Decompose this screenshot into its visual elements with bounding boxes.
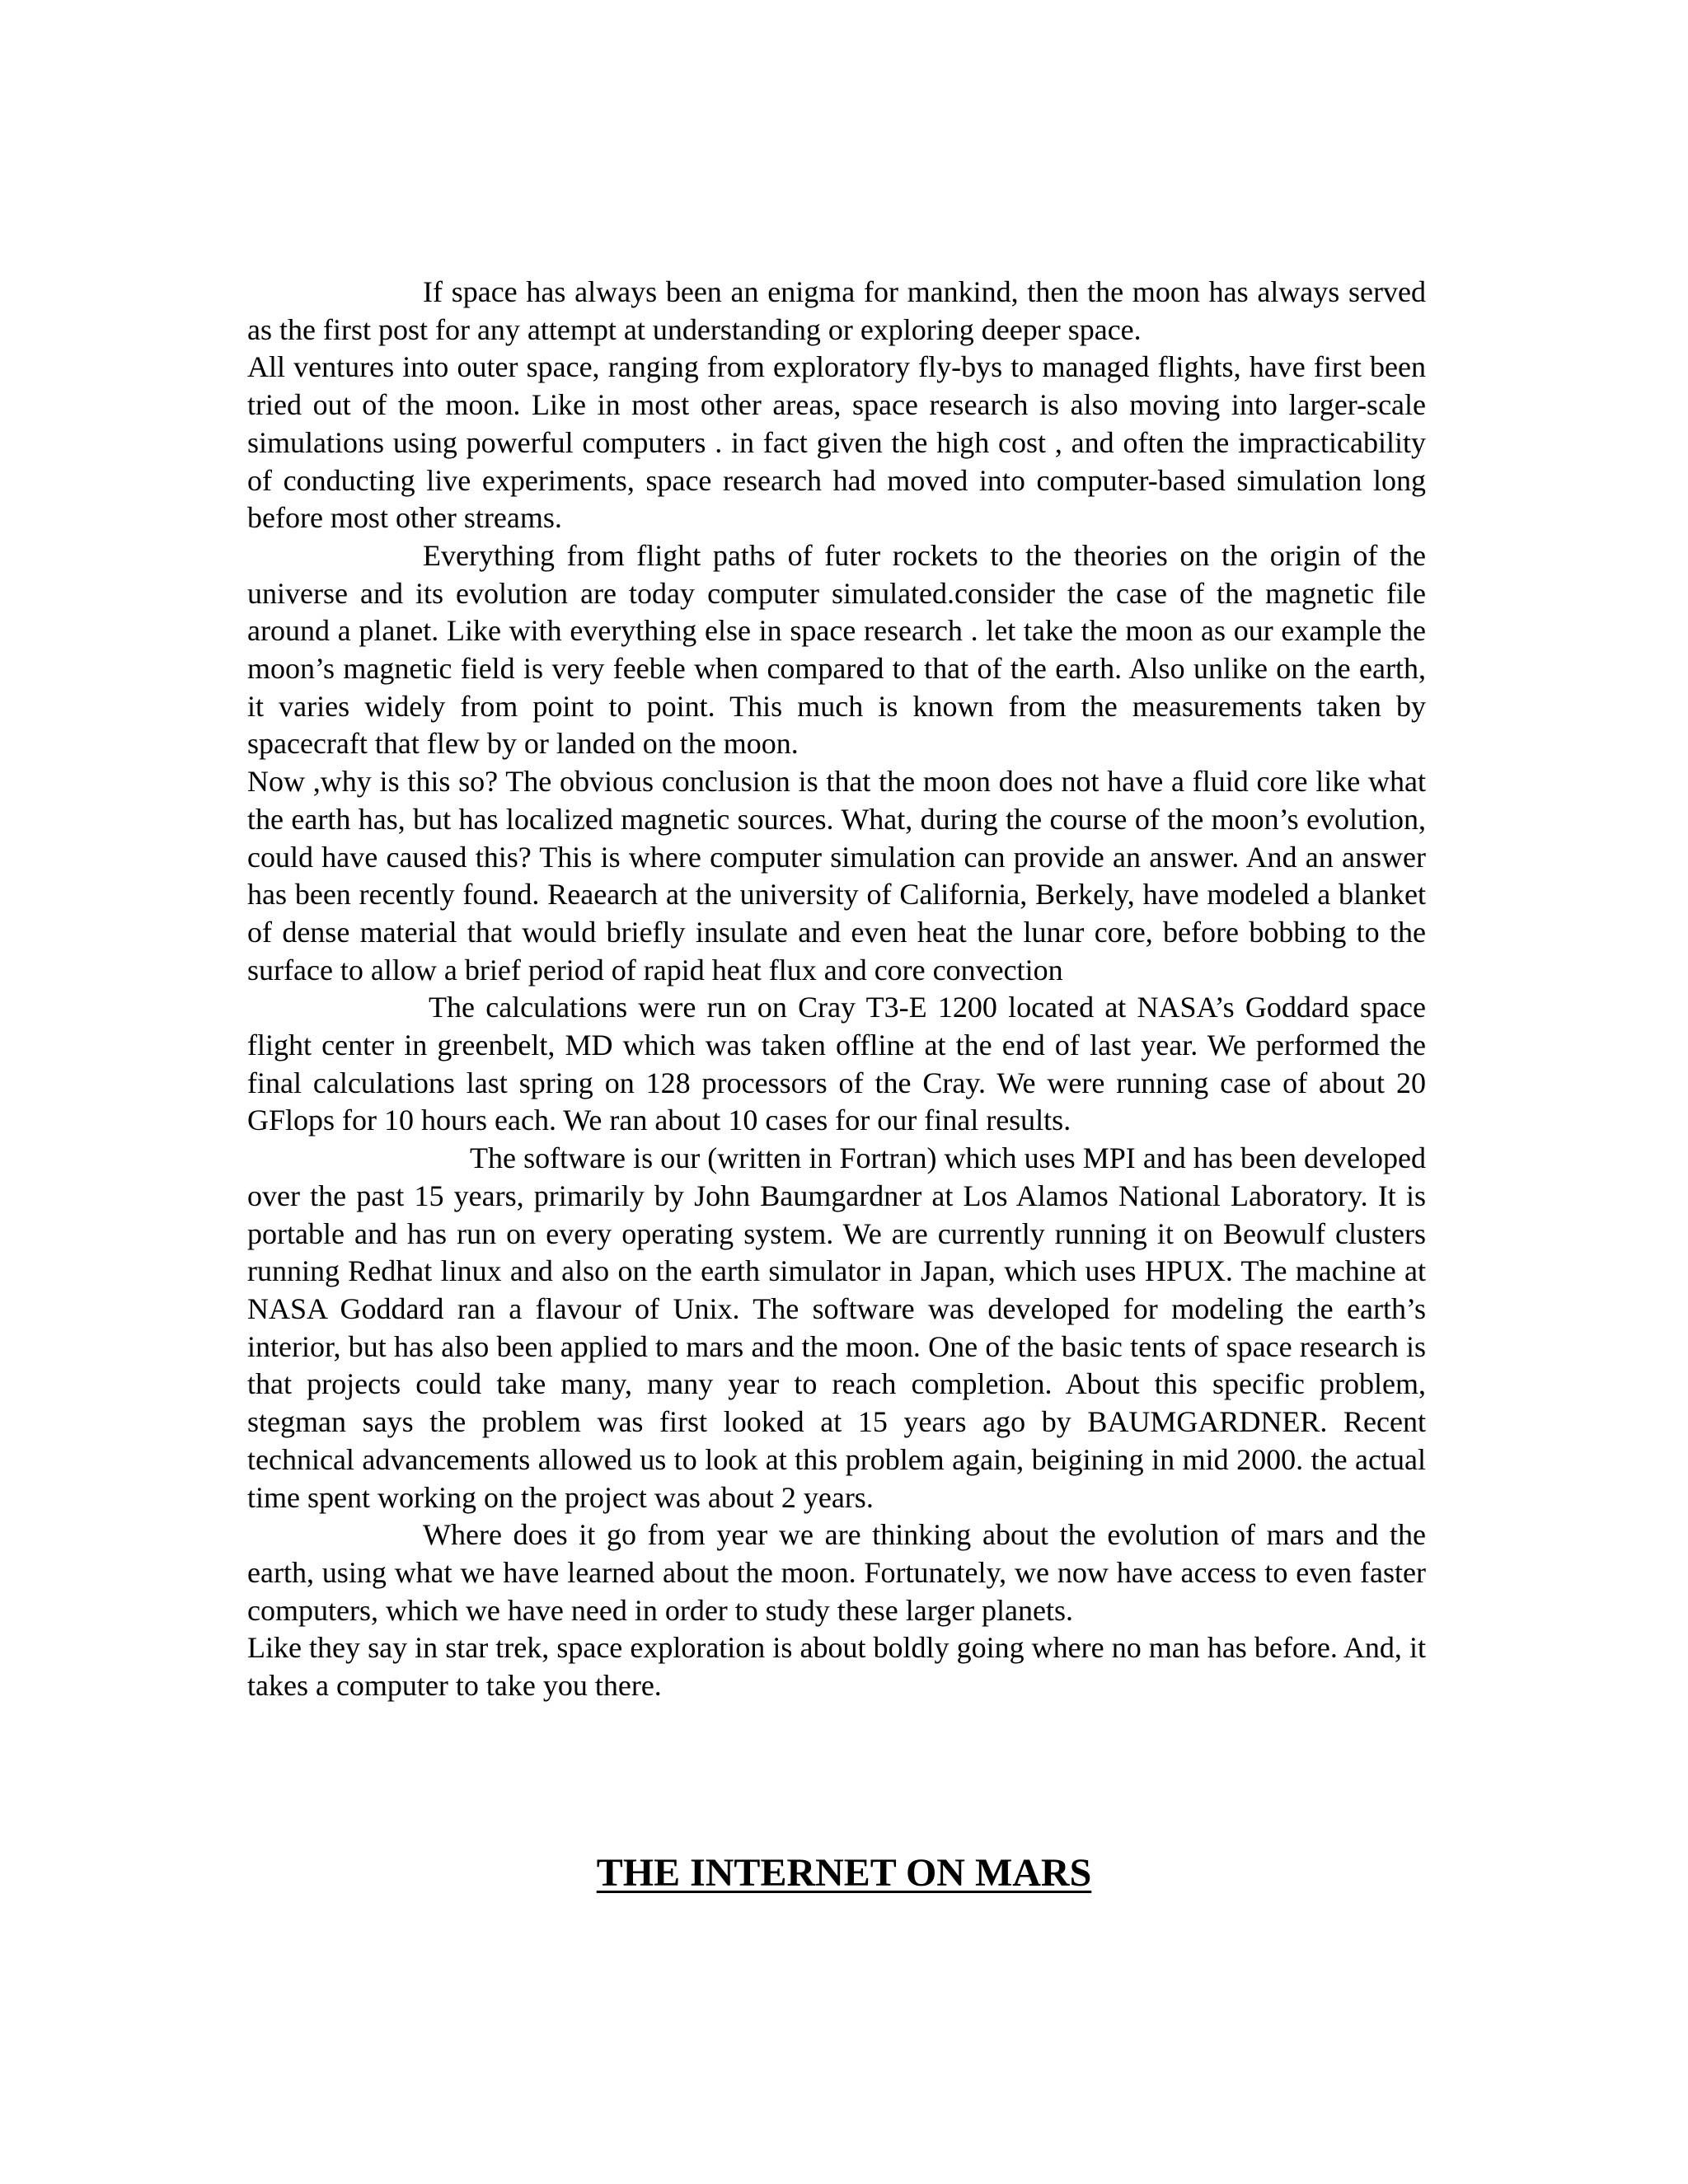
section-heading: THE INTERNET ON MARS	[596, 1851, 1092, 1895]
paragraph: Where does it go from year we are thinking about the evolution of mars and the earth, using what we have learned about the moon. Fortunately, we now have access to even faster computers, which we have need in order to study these larger planets.	[247, 1518, 1426, 1627]
paragraph: Everything from flight paths of futer rockets to the theories on the origin of the universe and its evolution are today computer simulated.consider the case of the magnetic file around a planet. Like with everything else in space research . let take the moon as our example the moon’s magnetic field is very feeble when compared to that of the earth. Also unlike on the earth, it varies widely from point to point. This much is known from the measurements taken by spacecraft that flew by or landed on the moon.	[247, 538, 1426, 761]
paragraph: The calculations were run on Cray T3-E 1200 located at NASA’s Goddard space flight center in greenbelt, MD which was taken offline at the end of last year. We performed the final calculations last spring on 128 processors of the Cray. We were running case of about 20 GFlops for 10 hours each. We ran about 10 cases for our final results.	[247, 991, 1426, 1137]
paragraph: Like they say in star trek, space exploration is about boldly going where no man has before. And, it takes a computer to take you there.	[247, 1631, 1426, 1703]
paragraph: If space has always been an enigma for mankind, then the moon has always served as the first post for any attempt at understanding or exploring deeper space.	[247, 275, 1426, 346]
paragraph: Now ,why is this so? The obvious conclusion is that the moon does not have a fluid core like what the earth has, but has localized magnetic sources. What, during the course of the moon’s evolution, could have caused this? This is where computer simulation can provide an answer. And an answer has been recently found. Reaearch at the university of California, Berkely, have modeled a blanket of dense material that would briefly insulate and even heat the lunar core, before bobbing to the surface to allow a brief period of rapid heat flux and core convection	[247, 765, 1426, 987]
paragraph: All ventures into outer space, ranging from exploratory fly-bys to managed flights, have first been tried out of the moon. Like in most other areas, space research is also moving into larger-scale simulations using powerful computers . in fact given the high cost , and often the impracticability of conducting live experiments, space research had moved into computer-based simulation long before most other streams.	[247, 350, 1426, 535]
paragraph: The software is our (written in Fortran) which uses MPI and has been developed over the past 15 years, primarily by John Baumgardner at Los Alamos National Laboratory. It is portable and has run on every operating system. We are currently running it on Beowulf clusters running Redhat linux and also on the earth simulator in Japan, which uses HPUX. The machine at NASA Goddard ran a flavour of Unix. The software was developed for modeling the earth’s interior, but has also been applied to mars and the moon. One of the basic tents of space research is that projects could take many, many year to reach completion. About this specific problem, stegman says the problem was first looked at 15 years ago by BAUMGARDNER. Recent technical advancements allowed us to look at this problem again, beigining in mid 2000. the actual time spent working on the project was about 2 years.	[247, 1141, 1426, 1514]
body-text	[247, 274, 1426, 1705]
